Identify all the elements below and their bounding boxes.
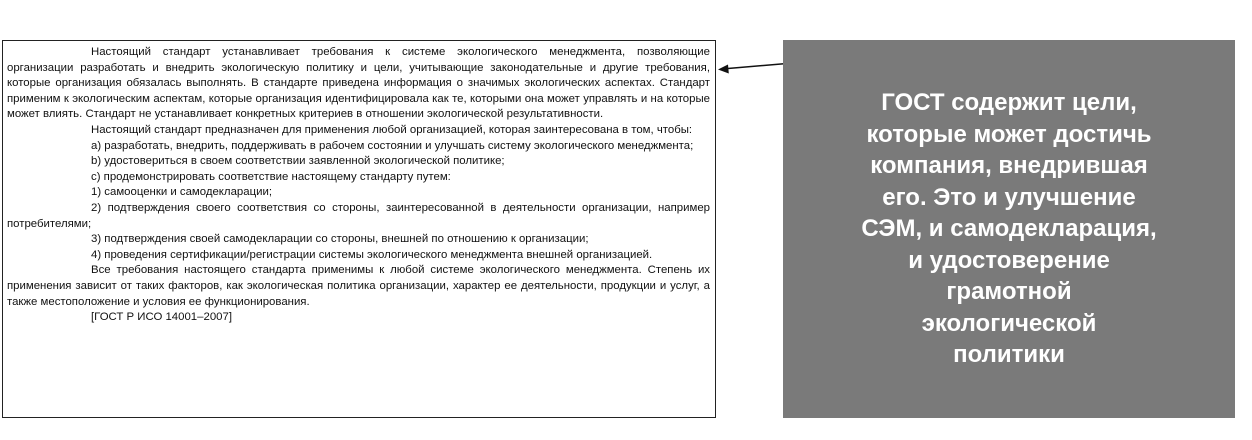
list-item-3: 3) подтверждения своей самодекларации со стороны, внешней по отношению к организации; [91,233,589,246]
citation: [ГОСТ Р ИСО 14001–2007] [91,311,232,324]
paragraph-applicability: Все требования настоящего стандарта применимы к любой системе экологического менеджмента. Степень их применения зависит от таких факторов, как экологическая политика организации, характер ее деятельности, продукции и услуг, а также местоположение и условия ее функционирования. [7,264,710,308]
callout-box [783,40,1235,418]
list-item-c: c) продемонстрировать соответствие настоящему стандарту путем: [91,170,451,183]
paragraph-scope: Настоящий стандарт устанавливает требования к системе экологического менеджмента, позволяющие организации разработать и внедрить экологическую политику и цели, учитывающие законодательные и другие требования, которые организация обязалась выполнять. В стандарте приведена информация о значимых экологических аспектах. Стандарт применим к экологическим аспектам, которые организация идентифицировала как те, которыми она может управлять и на которые может влиять. Стандарт не устанавливает конкретных критериев в отношении экологической результативности. [7,46,710,121]
list-item-a: a) разработать, внедрить, поддерживать в рабочем состоянии и улучшать систему экологического менеджмента; [91,139,694,152]
list-item-2: 2) подтверждения своего соответствия со стороны, заинтересованной в деятельности организации, например потребителями; [7,201,710,230]
standard-excerpt [2,40,716,418]
paragraph-purpose: Настоящий стандарт предназначен для применения любой организацией, которая заинтересована в том, чтобы: [91,123,693,136]
list-item-1: 1) самооценки и самодекларации; [91,186,272,199]
list-item-b: b) удостовериться в своем соответствии заявленной экологической политике; [91,155,505,168]
callout-text: ГОСТ содержит цели, которые может достичь компания, внедрившая его. Это и улучшение СЭМ, и самодекларация, и удостоверение грамотной экологической политики [861,89,1157,369]
list-item-4: 4) проведения сертификации/регистрации системы экологического менеджмента внешней организацией. [91,248,653,261]
